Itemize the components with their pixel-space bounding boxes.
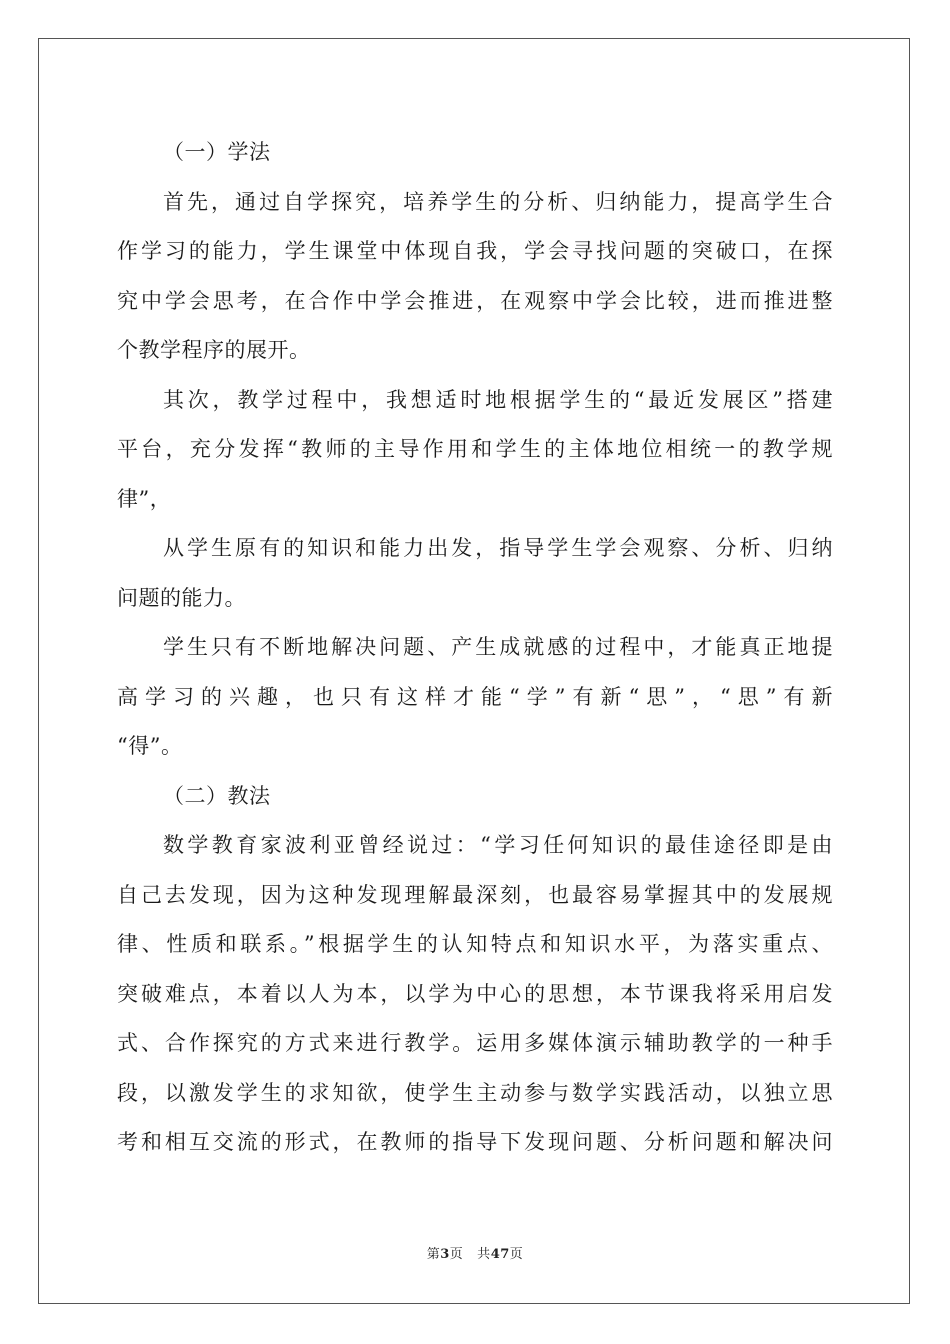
text-line: 律、性质和联系。”根据学生的认知特点和知识水平，为落实重点、 xyxy=(117,932,833,956)
text-line: 首先，通过自学探究，培养学生的分析、归纳能力，提高学生合 xyxy=(163,189,833,214)
text-line: 律”， xyxy=(117,486,172,511)
total-unit: 页 xyxy=(509,1247,524,1262)
section-heading-teaching-method: （二）教法 xyxy=(163,783,271,808)
page-prefix: 第 xyxy=(426,1247,441,1262)
text-line: 从学生原有的知识和能力出发，指导学生学会观察、分析、归纳 xyxy=(163,536,833,560)
paragraph xyxy=(117,524,833,623)
page-number: 3 xyxy=(440,1247,450,1262)
paragraph xyxy=(117,623,833,772)
text-line: 作学习的能力，学生课堂中体现自我，学会寻找问题的突破口，在探 xyxy=(117,239,833,263)
text-line: 学生只有不断地解决问题、产生成就感的过程中，才能真正地提 xyxy=(163,635,833,659)
document-body xyxy=(117,128,833,1168)
text-line: 自己去发现，因为这种发现理解最深刻，也最容易掌握其中的发展规 xyxy=(117,882,833,907)
text-line: 数学教育家波利亚曾经说过：“学习任何知识的最佳途径即是由 xyxy=(163,833,833,857)
text-line: 式、合作探究的方式来进行教学。运用多媒体演示辅助教学的一种手 xyxy=(117,1031,833,1055)
paragraph xyxy=(117,821,833,1168)
total-pages: 47 xyxy=(490,1247,510,1262)
paragraph xyxy=(117,376,833,525)
section-heading-study-method: （一）学法 xyxy=(163,140,271,164)
text-line: 考和相互交流的形式，在教师的指导下发现问题、分析问题和解决问 xyxy=(117,1130,833,1154)
total-prefix: 共 xyxy=(477,1247,491,1262)
page-footer xyxy=(0,1243,950,1262)
text-line: 个教学程序的展开。 xyxy=(117,338,311,362)
text-line: 突破难点，本着以人为本，以学为中心的思想，本节课我将采用启发 xyxy=(117,981,833,1006)
text-line: 问题的能力。 xyxy=(117,585,246,610)
text-line: 高学习的兴趣，也只有这样才能“学”有新“思”，“思”有新 xyxy=(117,684,833,709)
paragraph xyxy=(117,178,833,376)
text-line: “得”。 xyxy=(117,734,183,758)
text-line: 段，以激发学生的求知欲，使学生主动参与数学实践活动，以独立思 xyxy=(117,1080,833,1105)
text-line: 究中学会思考，在合作中学会推进，在观察中学会比较，进而推进整 xyxy=(117,288,833,313)
text-line: 平台，充分发挥“教师的主导作用和学生的主体地位相统一的教学规 xyxy=(117,437,833,461)
text-line: 其次，教学过程中，我想适时地根据学生的“最近发展区”搭建 xyxy=(163,387,833,412)
page-unit: 页 xyxy=(449,1247,464,1262)
